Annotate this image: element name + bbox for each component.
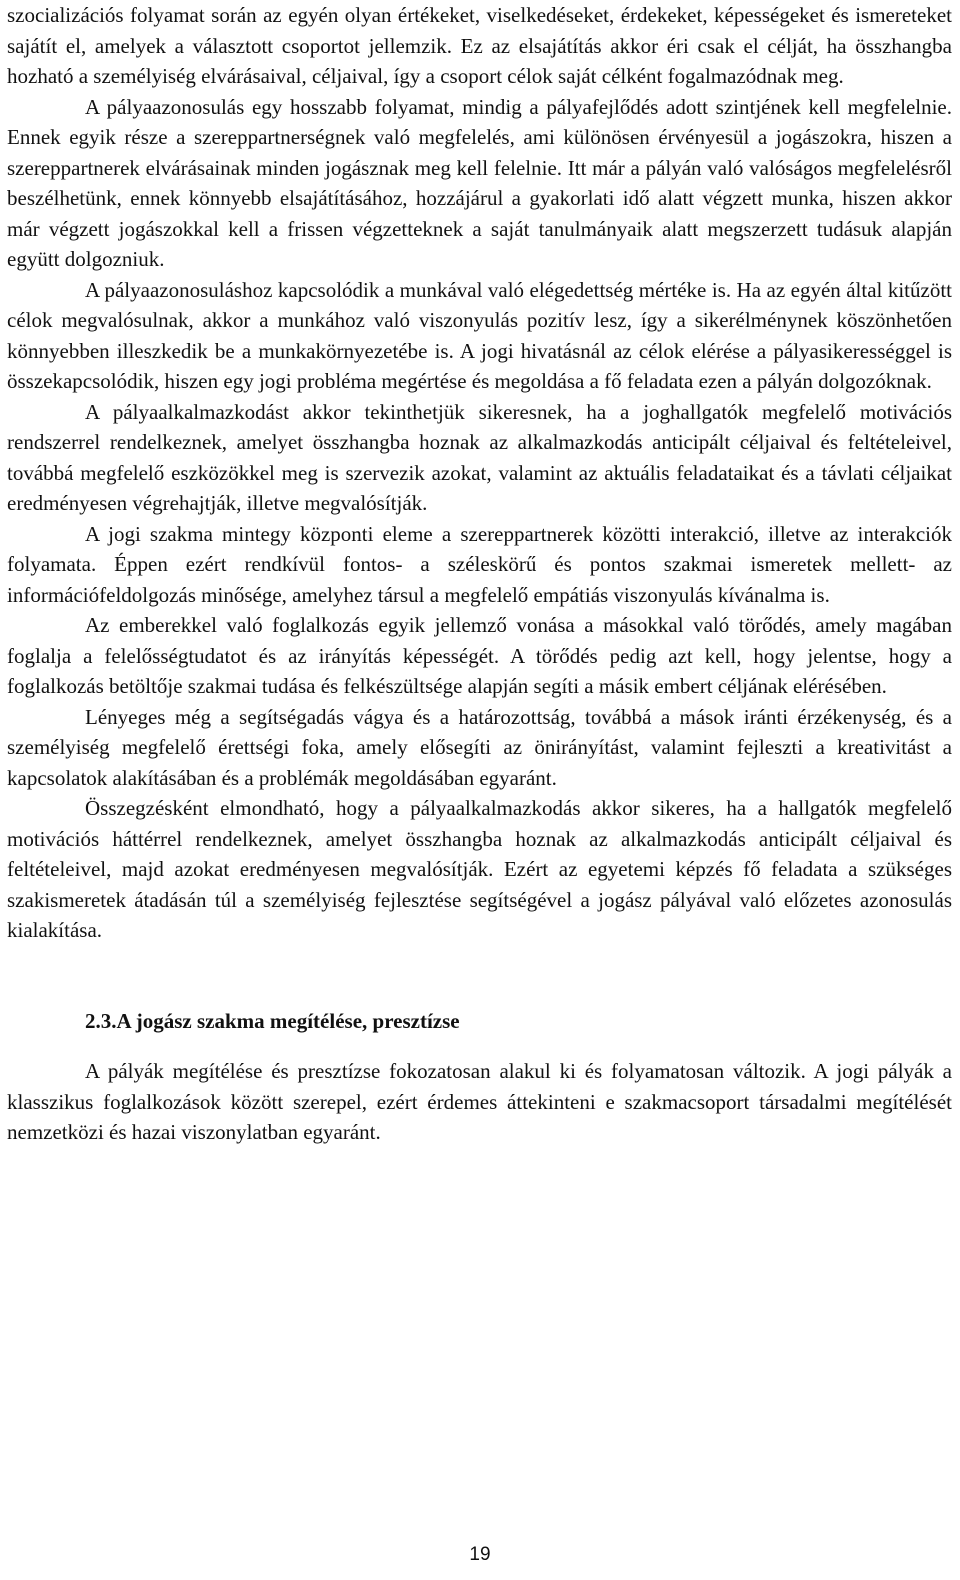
section-heading: 2.3.A jogász szakma megítélése, presztízse [85, 1008, 460, 1033]
paragraph-helping-desire: Lényeges még a segítségadás vágya és a határozottság, továbbá a mások iránti érzékenység, és a személyiség megfelelő érettségi foka, amely elősegíti az önirányítást, valamint fejleszti a kreativitást a kapcsolatok alakításában és a problémák megoldásában egyaránt. [7, 704, 952, 790]
paragraph-job-satisfaction: A pályaazonosuláshoz kapcsolódik a munkával való elégedettség mértéke is. Ha az egyén által kitűzött célok megvalósulnak, akkor a munkához való viszonyulás pozitív lesz, így a sikerélménynek köszönhetően könnyebben illeszkedik be a munkakörnyezetébe is. A jogi hivatásnál az célok elérése a pályasikerességgel is összekapcsolódik, hiszen egy jogi probléma megértése és megoldása a fő feladata ezen a pályán dolgozóknak. [7, 277, 952, 393]
paragraph-caring-for-others: Az emberekkel való foglalkozás egyik jellemző vonása a másokkal való törődés, amely magában foglalja a felelősségtudatot és az irányítás képességét. A törődés pedig azt kell, hogy jelentse, hogy a foglalkozás betöltője szakmai tudása és felkészültsége alapján segíti a másik embert céljának elérésében. [7, 613, 952, 698]
paragraph-summary: Összegzésként elmondható, hogy a pályaalkalmazkodás akkor sikeres, ha a hallgatók megfelelő motivációs háttérrel rendelkeznek, amelyet összhangba hoznak az alkalmazkodás anticipált céljaival és feltételeivel, majd azokat eredményesen megvalósítják. Ezért az egyetemi képzés fő feladata a szükséges szakismeretek átadásán túl a személyiség fejlesztése segítségével a jogász pályával való előzetes azonosulás kialakítása. [7, 796, 952, 942]
paragraph-career-identification: A pályaazonosulás egy hosszabb folyamat, mindig a pályafejlődés adott szintjének kell megfelelnie. Ennek egyik része a szereppartnerségnek való megfelelés, ami különösen érvényesül a jogászokra, hiszen a szereppartnerek elvárásainak minden jogásznak meg kell felelnie. Itt már a pályán való valóságos megfelelésről beszélhetünk, ennek könnyebb elsajátításához, hozzájárul a gyakorlati idő alatt végzett munka, hiszen akkor már végzett jogászokkal kell a frissen végzetteknek a saját tanulmányaik alatt megszerzett tudásuk alapján együtt dolgozniuk. [7, 94, 952, 271]
paragraph-legal-profession-interaction: A jogi szakma mintegy központi eleme a szereppartnerek közötti interakció, illetve az interakciók folyamata. Éppen ezért rendkívül fontos- a széleskörű és pontos szakmai ismeretek mellett- az információfeldolgozás minősége, amelyhez társul a megfelelő empátiás viszonyulás kívánalma is. [7, 521, 952, 607]
paragraph-prestige: A pályák megítélése és presztízse fokozatosan alakul ki és folyamatosan változik. A jogi pályák a klasszikus foglalkozások között szerepel, ezért érdemes áttekinteni e szakmacsoport társadalmi megítélését nemzetközi és hazai viszonylatban egyaránt. [7, 1059, 952, 1144]
page-number: 19 [469, 1544, 491, 1565]
paragraph-continuation: szocializációs folyamat során az egyén olyan értékeket, viselkedéseket, érdekeket, képességeket és ismereteket sajátít el, amelyek a választott csoportot jellemzik. Ez az elsajátítás akkor éri csak el célját, ha összhangba hozható a személyiség elvárásaival, céljaival, így a csoport célok saját célként fogalmazódnak meg. [7, 3, 952, 88]
paragraph-career-adaptation: A pályaalkalmazkodást akkor tekinthetjük sikeresnek, ha a joghallgatók megfelelő motivációs rendszerrel rendelkeznek, amelyet összhangba hoznak az alkalmazkodás anticipált céljaival és feltételeivel, továbbá megfelelő eszközökkel meg is szervezik azokat, valamint az aktuális feladataikat és a távlati céljaikat eredményesen végrehajtják, illetve megvalósítják. [7, 399, 952, 515]
spacer [7, 1036, 952, 1056]
document-page [7, 0, 952, 1148]
spacer [7, 946, 952, 1006]
